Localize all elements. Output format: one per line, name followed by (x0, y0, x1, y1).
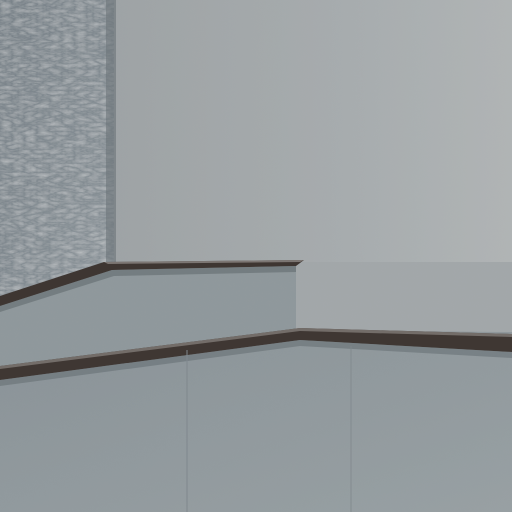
middle-band-right (296, 262, 512, 332)
lower-seam (186, 350, 188, 512)
lower-seam (350, 346, 352, 512)
left-panel-edge-shadow (106, 0, 116, 264)
left-rippled-panel (0, 0, 114, 300)
